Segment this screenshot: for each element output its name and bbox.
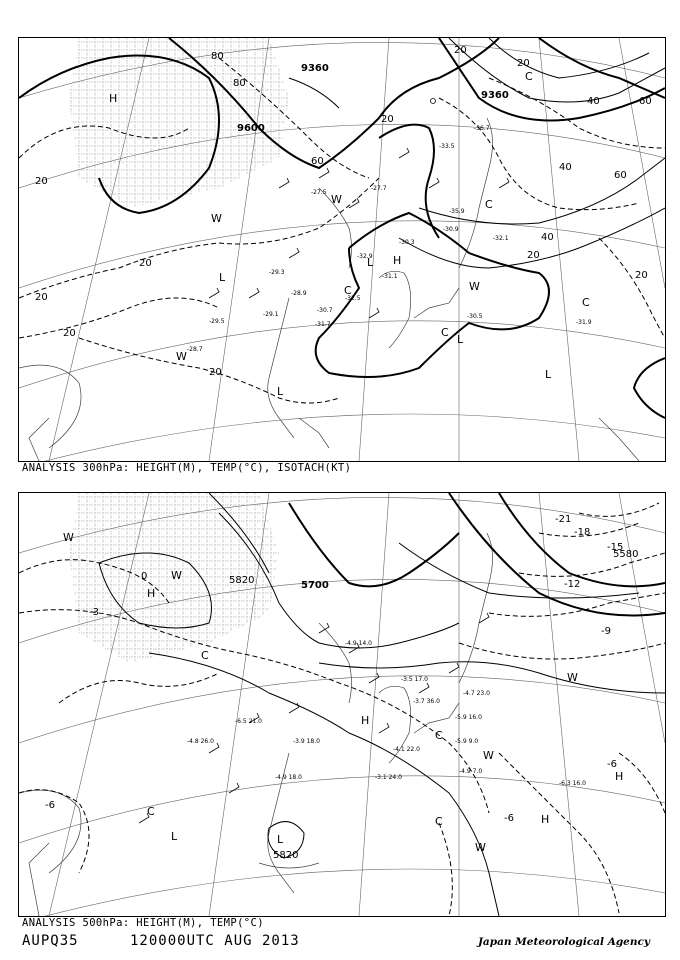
center-label: L — [277, 385, 284, 398]
temp-obs: -30.5 — [467, 313, 483, 320]
isotherm-label: 0 — [141, 571, 148, 582]
obs-label: -3.1 24.0 — [375, 774, 402, 781]
temp-obs: -29.1 — [263, 311, 279, 318]
center-label: L — [457, 333, 464, 346]
isotach-label: 40 — [541, 232, 554, 243]
center-label: C — [344, 284, 352, 297]
center-label: C — [435, 815, 443, 828]
center-label: C — [582, 296, 590, 309]
isotherm-label: -6 — [45, 800, 55, 811]
temp-obs: -32.5 — [345, 295, 361, 302]
center-label: W — [331, 193, 342, 206]
center-label: C — [147, 805, 155, 818]
center-label: L — [219, 271, 226, 284]
center-label: C — [201, 649, 209, 662]
obs-label: -4.9 18.0 — [275, 774, 302, 781]
height-label-5580: 5580 — [613, 549, 639, 560]
isotach-label: 20 — [35, 292, 48, 303]
isotach-label: 20 — [635, 270, 648, 281]
temp-obs: -27.5 — [311, 189, 327, 196]
isotherm-label: -6 — [607, 759, 617, 770]
temp-obs: -32.1 — [493, 235, 509, 242]
height-label-9600: 9600 — [237, 123, 265, 134]
caption-500hpa: ANALYSIS 500hPa: HEIGHT(M), TEMP(°C) — [22, 917, 264, 929]
obs-label: -4.1 22.0 — [393, 746, 420, 753]
center-label: W — [176, 350, 187, 363]
isotach-label: 60 — [311, 156, 324, 167]
temp-obs: -30.3 — [399, 239, 415, 246]
center-label: H — [393, 254, 402, 267]
center-label: C — [441, 326, 449, 339]
isotach-label: 20 — [139, 258, 152, 269]
isotherm-label: -9 — [601, 626, 611, 637]
temp-obs: -30.7 — [317, 307, 333, 314]
center-label: W — [469, 280, 480, 293]
agency-name: Japan Meteorological Agency — [477, 936, 650, 948]
isotherm-label: -18 — [574, 527, 591, 538]
analysis-300hpa-panel — [18, 37, 666, 462]
center-label: L — [171, 830, 178, 843]
analysis-500hpa-map — [19, 493, 665, 916]
center-label: L — [545, 368, 552, 381]
obs-label: -3.9 18.0 — [293, 738, 320, 745]
center-label: L — [277, 833, 284, 846]
center-label: W — [483, 749, 494, 762]
isotach-label: 40 — [587, 96, 600, 107]
obs-label: -6.3 16.0 — [559, 780, 586, 787]
temp-obs: -33.5 — [439, 143, 455, 150]
isotach-label: 20 — [527, 250, 540, 261]
isotherm-label: -6 — [504, 813, 514, 824]
isotach-label: 20 — [209, 367, 222, 378]
center-label: H — [541, 813, 550, 826]
temp-obs: -36.7 — [474, 125, 490, 132]
isotach-label: 60 — [614, 170, 627, 181]
temp-obs: -31.9 — [576, 319, 592, 326]
isotach-label: 20 — [35, 176, 48, 187]
thin-contours-300 — [289, 38, 665, 268]
height-label-5820-north: 5820 — [229, 575, 255, 586]
isotherm-label: -12 — [564, 579, 581, 590]
temp-obs: -31.7 — [315, 321, 331, 328]
height-label-9360-west: 9360 — [301, 63, 329, 74]
center-label: W — [567, 671, 578, 684]
center-label: W — [63, 531, 74, 544]
temp-obs: -29.3 — [269, 269, 285, 276]
analysis-500hpa-panel — [18, 492, 666, 917]
isotach-label: 20 — [517, 58, 530, 69]
obs-label: -5.9 9.0 — [455, 738, 479, 745]
center-label: W — [475, 841, 486, 854]
center-label: W — [171, 569, 182, 582]
center-label: H — [147, 587, 156, 600]
temp-obs: -27.7 — [371, 185, 387, 192]
isotach-label: 80 — [211, 51, 224, 62]
obs-label: -4.9 7.0 — [459, 768, 483, 775]
isotherm-label: -15 — [607, 542, 624, 553]
isotach-label: 40 — [559, 162, 572, 173]
product-code: AUPQ35 — [22, 933, 79, 949]
temp-obs: -29.5 — [209, 318, 225, 325]
obs-label: -3.7 36.0 — [413, 698, 440, 705]
obs-label: -4.9 14.0 — [345, 640, 372, 647]
center-label: C — [525, 70, 533, 83]
obs-label: -5.9 16.0 — [455, 714, 482, 721]
temp-obs: -30.9 — [443, 226, 459, 233]
temp-obs: -35.9 — [449, 208, 465, 215]
valid-time: 120000UTC AUG 2013 — [130, 933, 300, 949]
temp-obs: -31.1 — [382, 273, 398, 280]
isotach-label: 20 — [63, 328, 76, 339]
center-label: H — [615, 770, 624, 783]
height-label-9360-east: 9360 — [481, 90, 509, 101]
obs-label: -4.8 26.0 — [187, 738, 214, 745]
isotach-label: 20 — [381, 114, 394, 125]
temp-obs: -28.9 — [291, 290, 307, 297]
center-label: H — [109, 92, 118, 105]
height-contours-500 — [289, 493, 665, 616]
height-label-5700: 5700 — [301, 580, 329, 591]
isotach-label: 80 — [233, 78, 246, 89]
center-label: C — [435, 729, 443, 742]
obs-label: -4.7 23.0 — [463, 690, 490, 697]
obs-label: -3.5 17.0 — [401, 676, 428, 683]
temp-obs: -32.9 — [357, 253, 373, 260]
center-label: L — [367, 256, 374, 269]
temp-obs: -28.7 — [187, 346, 203, 353]
center-label: W — [211, 212, 222, 225]
height-label-5820-south: 5820 — [273, 850, 299, 861]
center-label: H — [361, 714, 370, 727]
caption-300hpa: ANALYSIS 300hPa: HEIGHT(M), TEMP(°C), ISOTACH(KT) — [22, 462, 352, 474]
isotach-label: 60 — [639, 96, 652, 107]
center-label: C — [485, 198, 493, 211]
analysis-300hpa-map — [19, 38, 665, 461]
isotherm-label: -3 — [89, 607, 99, 618]
isotach-label: 20 — [454, 45, 467, 56]
obs-label: -6.5 21.0 — [235, 718, 262, 725]
isotherm-label: -21 — [555, 514, 572, 525]
